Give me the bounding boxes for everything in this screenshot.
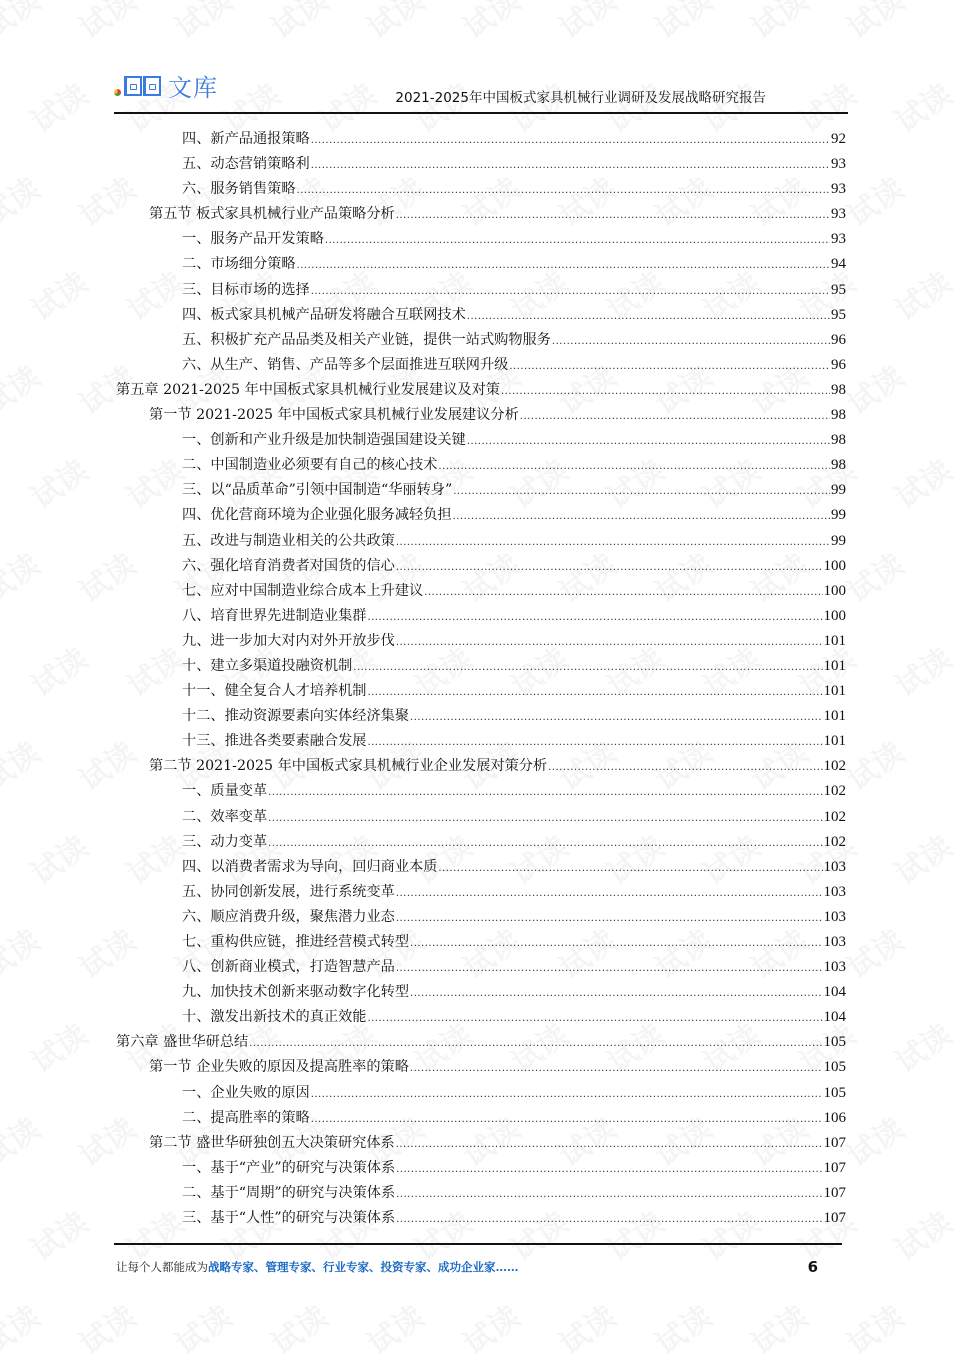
toc-entry-label: 一、质量变革 bbox=[182, 783, 268, 800]
toc-dot-leader bbox=[410, 981, 822, 1006]
toc-subsection-entry[interactable] bbox=[116, 1206, 846, 1231]
toc-dot-leader bbox=[501, 379, 830, 404]
toc-entry-label: 七、应对中国制造业综合成本上升建议 bbox=[182, 582, 424, 599]
toc-page-number: 100 bbox=[823, 607, 846, 624]
watermark-text bbox=[21, 259, 95, 329]
toc-dot-leader bbox=[311, 279, 830, 304]
toc-entry-label: 四、以消费者需求为导向，回归商业本质 bbox=[182, 858, 438, 875]
watermark-text bbox=[885, 447, 959, 517]
footer-slogan bbox=[116, 1259, 519, 1275]
toc-entry-label: 第一节 企业失败的原因及提高胜率的策略 bbox=[149, 1059, 409, 1076]
toc-entry-label: 五、动态营销策略利 bbox=[182, 156, 310, 173]
watermark-text bbox=[549, 0, 623, 47]
toc-subsection-entry[interactable] bbox=[116, 679, 846, 704]
report-title: 2021-2025年中国板式家具机械行业调研及发展战略研究报告 bbox=[395, 90, 766, 106]
toc-entry-label: 第五章 2021-2025 年中国板式家具机械行业发展建议及对策 bbox=[116, 381, 500, 398]
toc-subsection-entry[interactable] bbox=[116, 930, 846, 955]
watermark-text bbox=[453, 0, 527, 47]
toc-page-number: 103 bbox=[823, 858, 846, 875]
watermark-text bbox=[837, 729, 911, 799]
toc-page-number: 107 bbox=[823, 1134, 846, 1151]
toc-subsection-entry[interactable] bbox=[116, 980, 846, 1005]
toc-entry-label: 四、优化营商环境为企业强化服务减轻负担 bbox=[182, 507, 452, 524]
watermark-text bbox=[837, 541, 911, 611]
toc-entry-label: 一、基于“产业”的研究与决策体系 bbox=[182, 1159, 396, 1176]
toc-dot-leader bbox=[297, 178, 830, 203]
toc-dot-leader bbox=[396, 1157, 822, 1182]
toc-entry-label: 三、动力变革 bbox=[182, 833, 268, 850]
toc-page-number: 100 bbox=[823, 557, 846, 574]
toc-page-number: 100 bbox=[823, 582, 846, 599]
logo-dot-icon bbox=[114, 89, 121, 96]
watermark-text bbox=[453, 1293, 527, 1363]
toc-entry-label: 十三、推进各类要素融合发展 bbox=[182, 733, 367, 750]
toc-page-number: 95 bbox=[831, 281, 846, 298]
toc-page-number: 101 bbox=[823, 632, 846, 649]
toc-page-number: 98 bbox=[831, 381, 846, 398]
toc-entry-label: 七、重构供应链，推进经营模式转型 bbox=[182, 934, 410, 950]
toc-entry-label: 二、市场细分策略 bbox=[182, 256, 296, 273]
toc-chapter-entry[interactable] bbox=[116, 1030, 846, 1055]
toc-subsection-entry[interactable] bbox=[116, 654, 846, 679]
toc-subsection-entry[interactable] bbox=[116, 629, 846, 654]
toc-page-number: 92 bbox=[831, 131, 846, 147]
toc-dot-leader bbox=[396, 203, 830, 228]
toc-dot-leader bbox=[396, 1207, 822, 1232]
watermark-text bbox=[21, 447, 95, 517]
toc-subsection-entry[interactable] bbox=[116, 905, 846, 930]
logo bbox=[114, 68, 218, 103]
watermark-text bbox=[837, 353, 911, 423]
toc-subsection-entry[interactable] bbox=[116, 830, 846, 855]
toc-subsection-entry[interactable] bbox=[116, 579, 846, 604]
toc-dot-leader bbox=[311, 153, 830, 178]
watermark-text bbox=[21, 823, 95, 893]
watermark-text bbox=[165, 0, 239, 47]
toc-subsection-entry[interactable] bbox=[116, 529, 846, 554]
toc-dot-leader bbox=[396, 555, 823, 580]
toc-dot-leader bbox=[396, 630, 823, 655]
toc-subsection-entry[interactable] bbox=[116, 227, 846, 252]
watermark-text bbox=[0, 1105, 47, 1175]
toc-page-number: 103 bbox=[823, 934, 846, 950]
toc-entry-label: 第六章 盛世华研总结 bbox=[116, 1034, 249, 1051]
toc-entry-label: 六、服务销售策略 bbox=[182, 181, 296, 198]
toc-dot-leader bbox=[396, 1182, 822, 1207]
slogan-prefix: 让每个人都能成为 bbox=[116, 1260, 208, 1274]
toc-page-number: 101 bbox=[823, 733, 846, 750]
toc-entry-label: 九、进一步加大对内对外开放步伐 bbox=[182, 632, 395, 649]
logo-mark-icon bbox=[124, 76, 162, 96]
page-number: 6 bbox=[807, 1258, 818, 1276]
toc-page-number: 94 bbox=[831, 256, 846, 273]
toc-subsection-entry[interactable] bbox=[116, 453, 846, 478]
toc-page-number: 93 bbox=[831, 156, 846, 173]
toc-dot-leader bbox=[410, 931, 822, 956]
toc-entry-label: 二、中国制造业必须要有自己的核心技术 bbox=[182, 457, 438, 474]
toc-entry-label: 六、强化培育消费者对国货的信心 bbox=[182, 557, 395, 574]
toc-dot-leader bbox=[249, 1031, 822, 1056]
toc-page-number: 93 bbox=[831, 181, 846, 198]
toc-page-number: 99 bbox=[831, 482, 846, 499]
toc-page-number: 103 bbox=[823, 883, 846, 900]
toc-entry-label: 二、效率变革 bbox=[182, 808, 268, 825]
toc-subsection-entry[interactable] bbox=[116, 303, 846, 328]
toc-entry-label: 八、创新商业模式，打造智慧产品 bbox=[182, 959, 395, 976]
toc-section-entry[interactable] bbox=[116, 1131, 846, 1156]
watermark-text bbox=[885, 823, 959, 893]
toc-chapter-entry[interactable] bbox=[116, 378, 846, 403]
watermark-text bbox=[837, 165, 911, 235]
watermark-text bbox=[21, 1199, 95, 1269]
toc-dot-leader bbox=[396, 956, 823, 981]
toc-page-number: 104 bbox=[823, 984, 846, 1001]
toc-page-number: 107 bbox=[823, 1184, 846, 1201]
toc-dot-leader bbox=[424, 580, 822, 605]
watermark-text bbox=[21, 1011, 95, 1081]
toc-entry-label: 三、以“品质革命”引领中国制造“华丽转身” bbox=[182, 482, 453, 499]
table-of-contents bbox=[116, 127, 846, 1231]
watermark-text bbox=[0, 917, 47, 987]
toc-entry-label: 五、协同创新发展，进行系统变革 bbox=[182, 883, 395, 900]
footer-divider bbox=[114, 1243, 842, 1245]
toc-entry-label: 二、基于“周期”的研究与决策体系 bbox=[182, 1184, 396, 1201]
toc-entry-label: 三、目标市场的选择 bbox=[182, 281, 310, 298]
toc-subsection-entry[interactable] bbox=[116, 805, 846, 830]
watermark-text bbox=[0, 165, 47, 235]
toc-page-number: 96 bbox=[831, 331, 846, 348]
toc-entry-label: 五、积极扩充产品品类及相关产业链，提供一站式购物服务 bbox=[182, 331, 551, 348]
toc-subsection-entry[interactable] bbox=[116, 880, 846, 905]
watermark-text bbox=[0, 541, 47, 611]
toc-page-number: 105 bbox=[823, 1084, 846, 1101]
toc-dot-leader bbox=[396, 881, 823, 906]
toc-entry-label: 第五节 板式家具机械行业产品策略分析 bbox=[149, 206, 395, 223]
toc-subsection-entry[interactable] bbox=[116, 152, 846, 177]
watermark-text bbox=[69, 0, 143, 47]
toc-subsection-entry[interactable] bbox=[116, 478, 846, 503]
toc-dot-leader bbox=[268, 831, 822, 856]
toc-page-number: 106 bbox=[823, 1109, 846, 1126]
toc-subsection-entry[interactable] bbox=[116, 278, 846, 303]
toc-dot-leader bbox=[297, 253, 830, 278]
watermark-text bbox=[357, 0, 431, 47]
toc-dot-leader bbox=[325, 228, 830, 253]
toc-page-number: 102 bbox=[823, 808, 846, 825]
toc-section-entry[interactable] bbox=[116, 1055, 846, 1080]
watermark-text bbox=[837, 1105, 911, 1175]
toc-entry-label: 六、从生产、销售、产品等多个层面推进互联网升级 bbox=[182, 356, 509, 373]
toc-dot-leader bbox=[520, 404, 830, 429]
logo-text: 文库 bbox=[168, 74, 218, 102]
watermark-text bbox=[885, 259, 959, 329]
toc-subsection-entry[interactable] bbox=[116, 252, 846, 277]
watermark-text bbox=[0, 1293, 47, 1363]
toc-entry-label: 第二节 盛世华研独创五大决策研究体系 bbox=[149, 1134, 395, 1151]
toc-page-number: 105 bbox=[823, 1059, 846, 1076]
toc-section-entry[interactable] bbox=[116, 202, 846, 227]
toc-subsection-entry[interactable] bbox=[116, 955, 846, 980]
toc-subsection-entry[interactable] bbox=[116, 604, 846, 629]
toc-entry-label: 一、创新和产业升级是加快制造强国建设关键 bbox=[182, 432, 466, 449]
toc-subsection-entry[interactable] bbox=[116, 1156, 846, 1181]
toc-subsection-entry[interactable] bbox=[116, 328, 846, 353]
watermark-text bbox=[0, 353, 47, 423]
toc-dot-leader bbox=[311, 1107, 823, 1132]
toc-subsection-entry[interactable] bbox=[116, 127, 846, 152]
toc-subsection-entry[interactable] bbox=[116, 855, 846, 880]
toc-page-number: 95 bbox=[831, 306, 846, 323]
toc-dot-leader bbox=[367, 605, 822, 630]
watermark-text bbox=[837, 1293, 911, 1363]
toc-page-number: 102 bbox=[823, 758, 846, 775]
toc-entry-label: 十二、推动资源要素向实体经济集聚 bbox=[182, 708, 410, 725]
watermark-text bbox=[885, 1011, 959, 1081]
toc-page-number: 107 bbox=[823, 1210, 846, 1227]
toc-page-number: 99 bbox=[831, 507, 846, 524]
toc-dot-leader bbox=[268, 780, 822, 805]
toc-dot-leader bbox=[552, 329, 830, 354]
toc-entry-label: 第一节 2021-2025 年中国板式家具机械行业发展建议分析 bbox=[149, 407, 519, 424]
toc-dot-leader bbox=[367, 730, 822, 755]
toc-dot-leader bbox=[311, 128, 830, 153]
toc-dot-leader bbox=[548, 755, 822, 780]
toc-dot-leader bbox=[467, 304, 830, 329]
toc-dot-leader bbox=[396, 906, 823, 931]
toc-page-number: 98 bbox=[831, 457, 846, 474]
toc-entry-label: 八、培育世界先进制造业集群 bbox=[182, 607, 367, 624]
toc-entry-label: 五、改进与制造业相关的公共政策 bbox=[182, 532, 395, 549]
toc-section-entry[interactable] bbox=[116, 403, 846, 428]
toc-entry-label: 九、加快技术创新来驱动数字化转型 bbox=[182, 984, 410, 1001]
toc-page-number: 102 bbox=[823, 783, 846, 800]
page-header bbox=[114, 66, 848, 114]
watermark-text bbox=[0, 0, 47, 47]
toc-subsection-entry[interactable] bbox=[116, 729, 846, 754]
toc-entry-label: 第二节 2021-2025 年中国板式家具机械行业企业发展对策分析 bbox=[149, 758, 548, 775]
toc-page-number: 103 bbox=[823, 959, 846, 976]
slogan-highlight: 战略专家、管理专家、行业专家、投资专家、成功企业家…… bbox=[208, 1260, 519, 1274]
toc-page-number: 101 bbox=[823, 657, 846, 674]
watermark-text bbox=[21, 635, 95, 705]
toc-dot-leader bbox=[410, 1056, 823, 1081]
watermark-text bbox=[357, 1293, 431, 1363]
toc-entry-label: 四、新产品通报策略 bbox=[182, 131, 310, 147]
toc-entry-label: 四、板式家具机械产品研发将融合互联网技术 bbox=[182, 306, 466, 323]
watermark-text bbox=[549, 1293, 623, 1363]
watermark-text bbox=[741, 0, 815, 47]
toc-section-entry[interactable] bbox=[116, 754, 846, 779]
toc-page-number: 103 bbox=[823, 908, 846, 925]
toc-page-number: 101 bbox=[823, 683, 846, 700]
watermark-text bbox=[165, 1293, 239, 1363]
toc-dot-leader bbox=[410, 705, 822, 730]
toc-page-number: 96 bbox=[831, 356, 846, 373]
page-footer bbox=[116, 1258, 818, 1276]
toc-dot-leader bbox=[438, 454, 830, 479]
toc-page-number: 93 bbox=[831, 231, 846, 248]
watermark-text bbox=[837, 917, 911, 987]
toc-subsection-entry[interactable] bbox=[116, 554, 846, 579]
toc-subsection-entry[interactable] bbox=[116, 1005, 846, 1030]
toc-dot-leader bbox=[311, 1082, 823, 1107]
toc-dot-leader bbox=[353, 655, 822, 680]
toc-entry-label: 十一、健全复合人才培养机制 bbox=[182, 683, 367, 700]
toc-page-number: 102 bbox=[823, 833, 846, 850]
toc-page-number: 104 bbox=[823, 1009, 846, 1026]
toc-dot-leader bbox=[509, 354, 830, 379]
watermark-text bbox=[21, 71, 95, 141]
toc-dot-leader bbox=[396, 1132, 823, 1157]
toc-dot-leader bbox=[367, 1006, 822, 1031]
toc-dot-leader bbox=[453, 479, 830, 504]
toc-subsection-entry[interactable] bbox=[116, 503, 846, 528]
toc-dot-leader bbox=[268, 806, 822, 831]
toc-subsection-entry[interactable] bbox=[116, 1181, 846, 1206]
toc-entry-label: 一、服务产品开发策略 bbox=[182, 231, 324, 248]
toc-dot-leader bbox=[467, 429, 830, 454]
watermark-text bbox=[885, 635, 959, 705]
toc-entry-label: 十、激发出新技术的真正效能 bbox=[182, 1009, 367, 1026]
watermark-text bbox=[261, 1293, 335, 1363]
toc-subsection-entry[interactable] bbox=[116, 704, 846, 729]
watermark-text bbox=[885, 71, 959, 141]
toc-entry-label: 一、企业失败的原因 bbox=[182, 1084, 310, 1101]
watermark-text bbox=[885, 1199, 959, 1269]
toc-subsection-entry[interactable] bbox=[116, 1106, 846, 1131]
toc-page-number: 98 bbox=[831, 407, 846, 424]
watermark-text bbox=[837, 0, 911, 47]
toc-entry-label: 三、基于“人性”的研究与决策体系 bbox=[182, 1210, 396, 1227]
watermark-text bbox=[69, 1293, 143, 1363]
watermark-text bbox=[741, 1293, 815, 1363]
toc-page-number: 93 bbox=[831, 206, 846, 223]
toc-subsection-entry[interactable] bbox=[116, 353, 846, 378]
toc-page-number: 107 bbox=[823, 1159, 846, 1176]
watermark-text bbox=[645, 1293, 719, 1363]
toc-subsection-entry[interactable] bbox=[116, 177, 846, 202]
toc-page-number: 101 bbox=[823, 708, 846, 725]
toc-dot-leader bbox=[396, 530, 830, 555]
toc-page-number: 98 bbox=[831, 432, 846, 449]
toc-subsection-entry[interactable] bbox=[116, 779, 846, 804]
toc-dot-leader bbox=[367, 680, 822, 705]
toc-dot-leader bbox=[438, 856, 822, 881]
toc-page-number: 105 bbox=[823, 1034, 846, 1051]
toc-page-number: 99 bbox=[831, 532, 846, 549]
toc-entry-label: 十、建立多渠道投融资机制 bbox=[182, 657, 353, 674]
toc-dot-leader bbox=[453, 504, 830, 529]
watermark-text bbox=[0, 729, 47, 799]
watermark-text bbox=[261, 0, 335, 47]
toc-subsection-entry[interactable] bbox=[116, 1081, 846, 1106]
toc-entry-label: 六、顺应消费升级，聚焦潜力业态 bbox=[182, 908, 395, 925]
watermark-text bbox=[645, 0, 719, 47]
toc-entry-label: 二、提高胜率的策略 bbox=[182, 1109, 310, 1126]
toc-subsection-entry[interactable] bbox=[116, 428, 846, 453]
